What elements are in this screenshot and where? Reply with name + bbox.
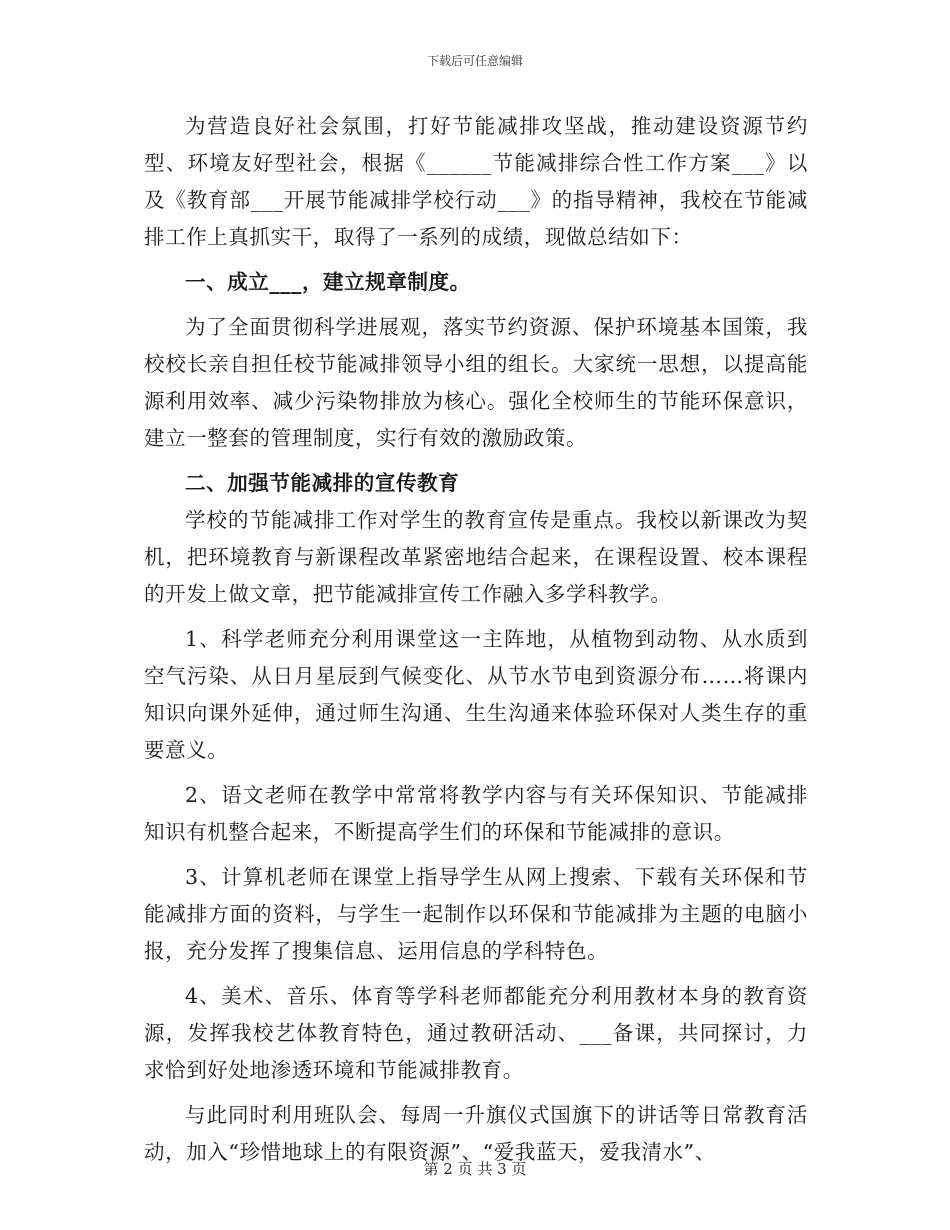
page-footer: 第 2 页 共 3 页: [423, 1160, 527, 1178]
document-body: [144, 108, 808, 1171]
section-heading-1: 一、成立___，建立规章制度。: [185, 270, 471, 294]
intro-paragraph: 为营造良好社会氛围，打好节能减排攻坚战，推动建设资源节约型、环境友好型社会，根据《______节能减排综合性工作方案___》以及《教育部___开展节能减排学校行动___》的指导精神，我校在节能减排工作上真抓实干，取得了一系列的成绩，现做总结如下：: [144, 114, 808, 249]
list-item-chinese: 2、语文老师在教学中常常将教学内容与有关环保知识、节能减排知识有机整合起来，不断提高学生们的环保和节能减排的意识。: [144, 783, 808, 844]
section-1-paragraph: 为了全面贯彻科学进展观，落实节约资源、保护环境基本国策，我校校长亲自担任校节能减排领导小组的组长。大家统一思想，以提高能源利用效率、减少污染物排放为核心。强化全校师生的节能环保意识，建立一整套的管理制度，实行有效的激励政策。: [144, 315, 808, 450]
list-item-computer: 3、计算机老师在课堂上指导学生从网上搜索、下载有关环保和节能减排方面的资料，与学生一起制作以环保和节能减排为主题的电脑小报，充分发挥了搜集信息、运用信息的学科特色。: [144, 865, 808, 963]
list-item-science: 1、科学老师充分利用课堂这一主阵地，从植物到动物、从水质到空气污染、从日月星辰到气候变化、从节水节电到资源分布……将课内知识向课外延伸，通过师生沟通、生生沟通来体验环保对人类生存的重要意义。: [144, 627, 808, 762]
section-heading-2: 二、加强节能减排的宣传教育: [185, 471, 460, 495]
section-2-paragraph: 学校的节能减排工作对学生的教育宣传是重点。我校以新课改为契机，把环境教育与新课程改革紧密地结合起来，在课程设置、校本课程的开发上做文章，把节能减排宣传工作融入多学科教学。: [144, 508, 808, 606]
closing-paragraph: 与此同时利用班队会、每周一升旗仪式国旗下的讲话等日常教育活动，加入“珍惜地球上的有限资源”、“爱我蓝天，爱我清水”、: [144, 1103, 808, 1164]
list-item-arts: 4、美术、音乐、体育等学科老师都能充分利用教材本身的教育资源，发挥我校艺体教育特色，通过教研活动、___备课，共同探讨，力求恰到好处地渗透环境和节能减排教育。: [144, 984, 808, 1082]
page-header: 下载后可任意编辑: [426, 54, 523, 68]
